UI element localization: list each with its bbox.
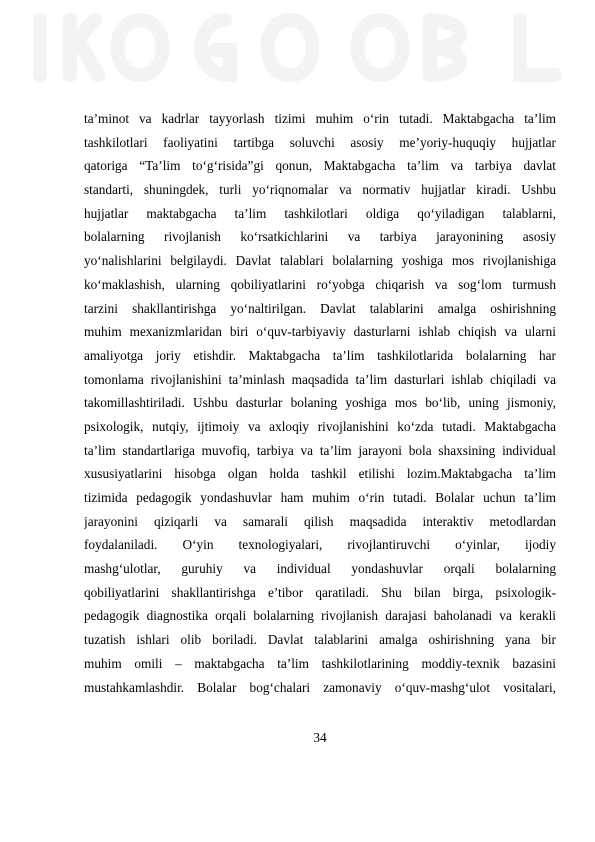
page-number: 34 (313, 730, 327, 745)
text-line: ta’minot va kadrlar tayyorlash tizimi muhim o‘rin tutadi. Maktabgacha ta’lim (84, 111, 556, 126)
text-line: tomonlama rivojlanishini ta’minlash maqsadida ta’lim dasturlari ishlab chiqiladi va (84, 371, 556, 387)
text-line: foydalaniladi. O‘yin texnologiyalari, rivojlantiruvchi o‘yinlar, ijodiy (84, 537, 556, 553)
text-line: psixologik, nutqiy, ijtimoiy va axloqiy rivojlanishini ko‘zda tutadi. Maktabgacha (84, 418, 556, 434)
text-line: tarzini shakllantirishga yo‘naltirilgan. Davlat talablarini amalga oshirishning (84, 300, 556, 316)
text-line: muhim mexanizmlaridan biri o‘quv-tarbiyaviy dasturlarni ishlab chiqish va ularni (84, 324, 556, 340)
text-line: bolalarning rivojlanish ko‘rsatkichlarini va tarbiya jarayonining asosiy (84, 229, 556, 245)
text-line: xususiyatlarini hisobga olgan holda tashkil etilishi lozim.Maktabgacha ta’lim (84, 466, 556, 482)
text-line: tuzatish ishlari olib boriladi. Davlat talablarini amalga oshirishning yana bir (84, 632, 556, 648)
text-line: pedagogik diagnostika orqali bolalarning rivojlanish darajasi baholanadi va kerakli (84, 608, 556, 624)
text-line: ta’lim standartlariga muvofiq, tarbiya va ta’lim jarayoni bola shaxsining individual (84, 442, 556, 458)
text-line: tizimida pedagogik yondashuvlar ham muhim o‘rin tutadi. Bolalar uchun ta’lim (84, 490, 556, 505)
page-body-text (84, 107, 556, 699)
text-line: qatoriga “Ta’lim to‘g‘risida”gi qonun, Maktabgacha ta’lim va tarbiya davlat (84, 158, 556, 174)
text-line: yo‘nalishlarini belgilaydi. Davlat talablari bolalarning yoshiga mos rivojlanishiga (84, 253, 556, 269)
text-line: hujjatlar maktabgacha ta’lim tashkilotlari oldiga qo‘yiladigan talablarni, (84, 205, 556, 221)
text-line: tashkilotlari faoliyatini tartibga soluvchi asosiy me’yoriy-huquqiy hujjatlar (84, 134, 556, 150)
text-line: amaliyotga joriy etishdir. Maktabgacha ta’lim tashkilotlarida bolalarning har (84, 347, 556, 363)
text-line: muhim omili – maktabgacha ta’lim tashkilotlarining moddiy-texnik bazasini (84, 655, 556, 671)
text-line: takomillashtiriladi. Ushbu dasturlar bolaning yoshiga mos bo‘lib, uning jismoniy, (84, 395, 556, 411)
text-line: mashg‘ulotlar, guruhiy va individual yondashuvlar orqali bolalarning (84, 561, 556, 577)
text-line: jarayonini qiziqarli va samarali qilish maqsadida interaktiv metodlardan (84, 513, 556, 529)
text-line: ko‘maklashish, ularning qobiliyatlarini ro‘yobga chiqarish va sog‘lom turmush (84, 276, 556, 292)
text-line: qobiliyatlarini shakllantirishga e’tibor qaratiladi. Shu bilan birga, psixologik- (84, 584, 556, 600)
text-line: standarti, shuningdek, turli yo‘riqnomalar va normativ hujjatlar kiradi. Ushbu (84, 182, 556, 198)
text-line: mustahkamlashdir. Bolalar bog‘chalari zamonaviy o‘quv-mashg‘ulot vositalari, (84, 679, 556, 695)
